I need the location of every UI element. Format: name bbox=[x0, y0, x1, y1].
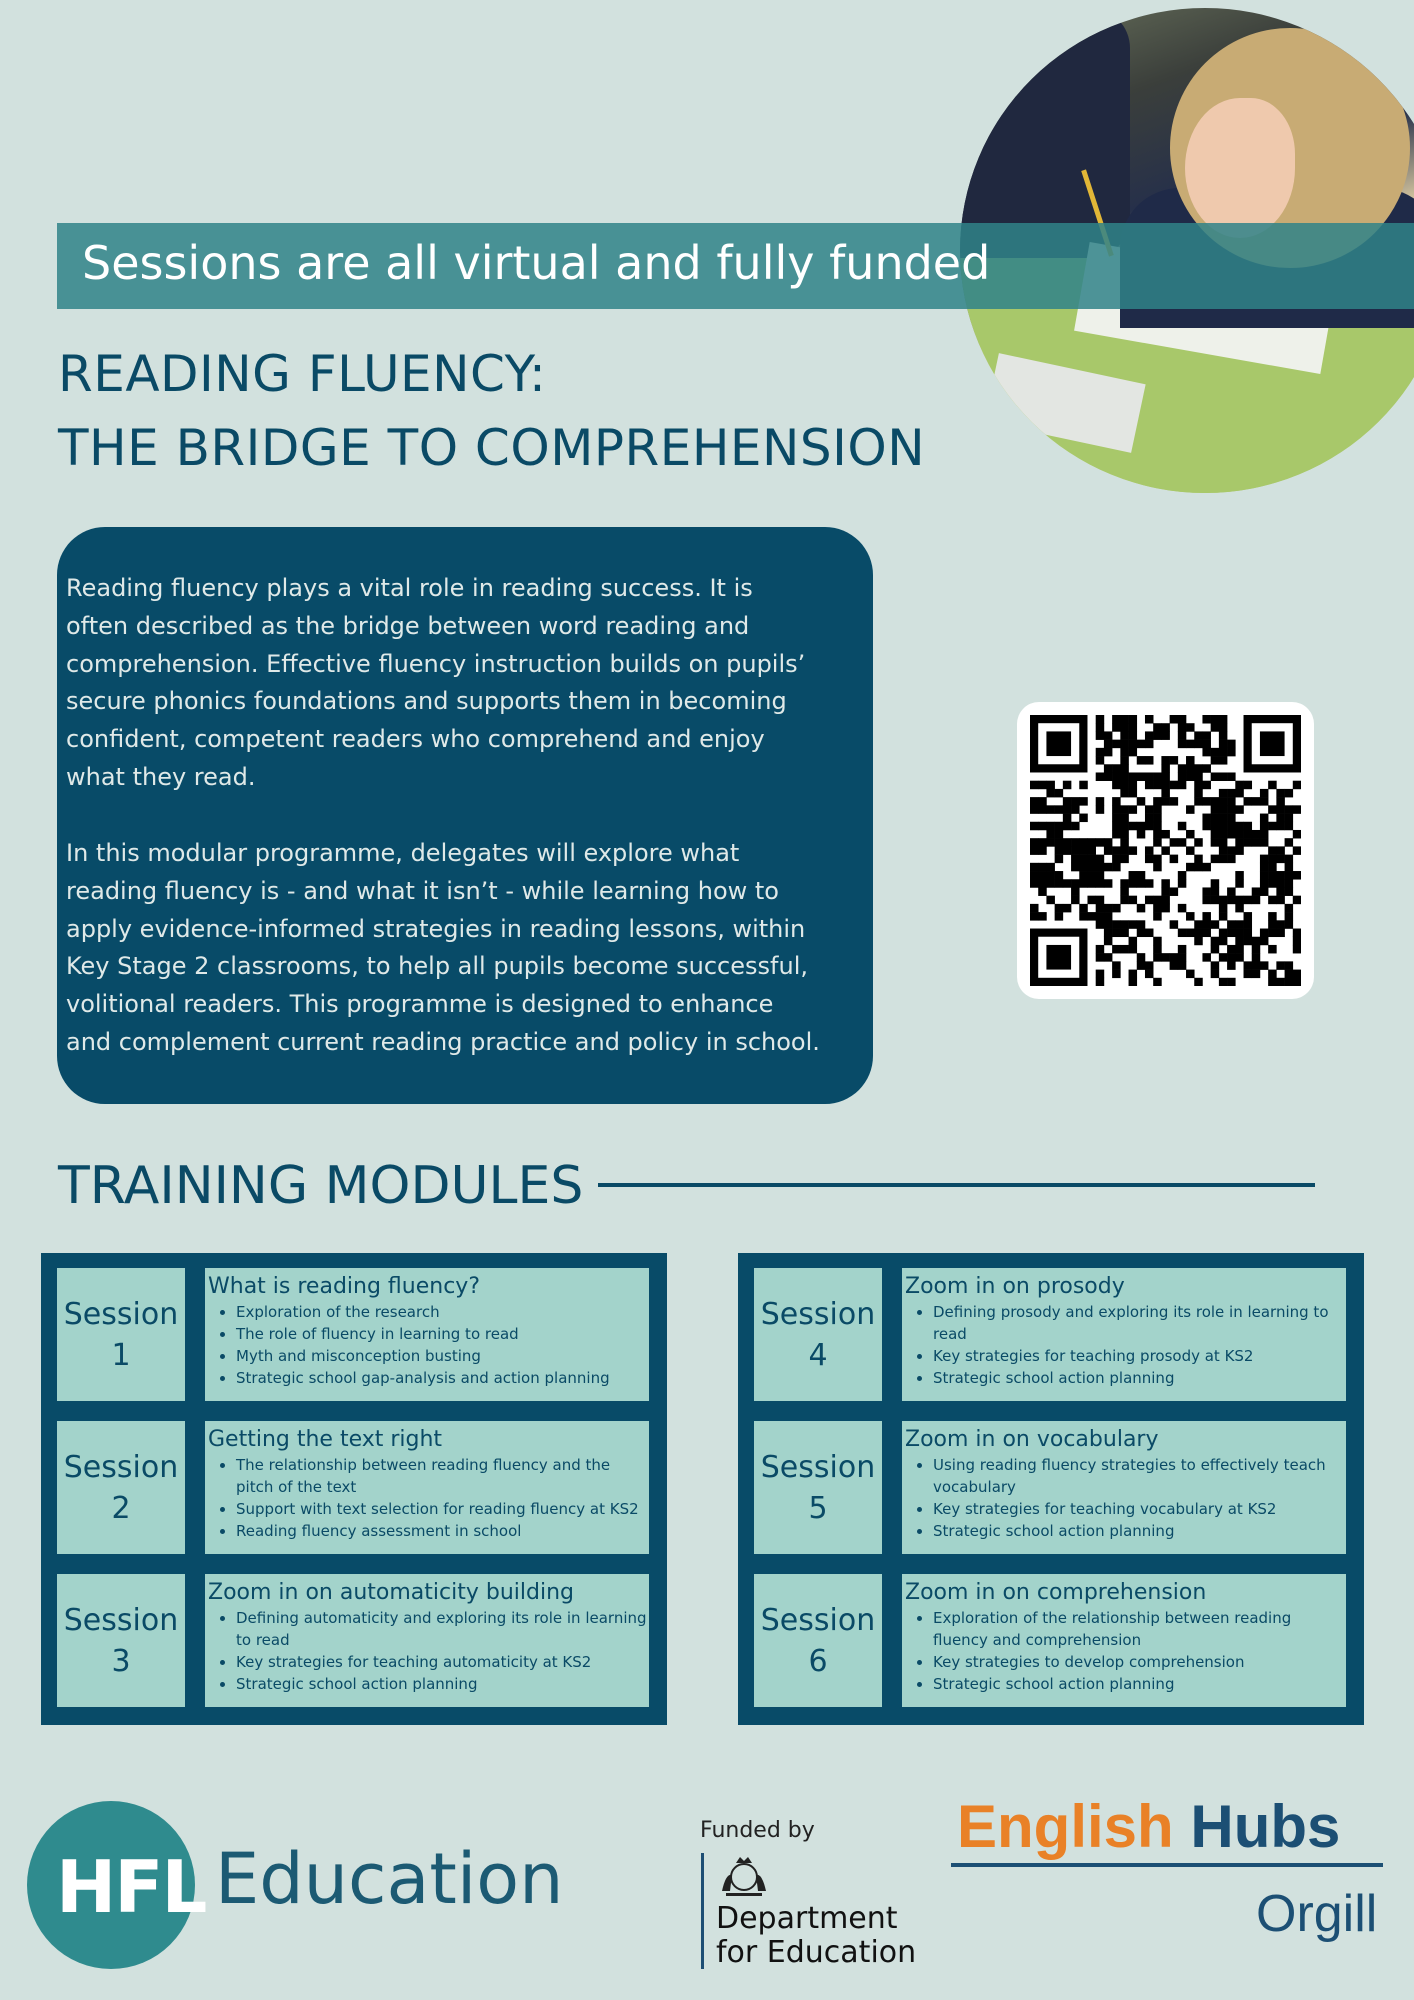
list-item: • Support with text selection for reading fluency at KS2 bbox=[236, 1498, 649, 1520]
list-item: • Defining automaticity and exploring its role in learning to read bbox=[236, 1607, 649, 1651]
list-item: • Strategic school action planning bbox=[236, 1673, 649, 1695]
english-hubs-english: English bbox=[957, 1793, 1174, 1860]
session-title-5: Zoom in on vocabulary bbox=[905, 1427, 1159, 1452]
qr-code[interactable] bbox=[1017, 702, 1314, 999]
intro-box bbox=[57, 527, 873, 1104]
english-hubs-hubs: Hubs bbox=[1190, 1793, 1341, 1860]
banner-text: Sessions are all virtual and fully funded bbox=[82, 236, 991, 290]
session-title-2: Getting the text right bbox=[208, 1427, 443, 1452]
orgill-text: Orgill bbox=[1256, 1885, 1378, 1943]
session-label-4: Session 4 bbox=[754, 1268, 882, 1401]
session-card-1 bbox=[205, 1268, 649, 1401]
list-item: • Strategic school gap-analysis and action planning bbox=[236, 1367, 649, 1389]
english-hubs-underline bbox=[951, 1863, 1383, 1867]
english-hubs-logo bbox=[957, 1792, 1340, 1861]
list-item: • Key strategies to develop comprehension bbox=[933, 1651, 1346, 1673]
session-label-5: Session 5 bbox=[754, 1421, 882, 1554]
list-item: • Myth and misconception busting bbox=[236, 1345, 649, 1367]
session-label-2: Session 2 bbox=[57, 1421, 185, 1554]
session-title-4: Zoom in on prosody bbox=[905, 1274, 1125, 1299]
list-item: • Reading fluency assessment in school bbox=[236, 1520, 649, 1542]
session-title-1: What is reading fluency? bbox=[208, 1274, 480, 1299]
session-title-6: Zoom in on comprehension bbox=[905, 1580, 1207, 1605]
list-item: • Key strategies for teaching vocabulary at KS2 bbox=[933, 1498, 1346, 1520]
session-label-3: Session 3 bbox=[57, 1574, 185, 1707]
list-item: • The role of fluency in learning to read bbox=[236, 1323, 649, 1345]
dfe-text-line1: Department bbox=[716, 1901, 898, 1936]
list-item: • Exploration of the research bbox=[236, 1301, 649, 1323]
session-label-6: Session 6 bbox=[754, 1574, 882, 1707]
dfe-text-line2: for Education bbox=[716, 1935, 917, 1970]
session-card-3 bbox=[205, 1574, 649, 1707]
list-item: • Using reading fluency strategies to effectively teach vocabulary bbox=[933, 1454, 1346, 1498]
list-item: • Exploration of the relationship between reading fluency and comprehension bbox=[933, 1607, 1346, 1651]
hfl-education-text: Education bbox=[215, 1838, 564, 1920]
list-item: • Defining prosody and exploring its role in learning to read bbox=[933, 1301, 1346, 1345]
training-modules-heading: TRAINING MODULES bbox=[58, 1156, 584, 1216]
list-item: • Key strategies for teaching prosody at KS2 bbox=[933, 1345, 1346, 1367]
list-item: • The relationship between reading fluency and the pitch of the text bbox=[236, 1454, 649, 1498]
session-card-4 bbox=[902, 1268, 1346, 1401]
list-item: • Strategic school action planning bbox=[933, 1367, 1346, 1389]
list-item: • Strategic school action planning bbox=[933, 1673, 1346, 1695]
intro-paragraph-2: In this modular programme, delegates will explore what reading fluency is - and what it isn’t - while learning how to apply evidence-informed strategies in reading lessons, within Key Stage 2 classrooms, to help all pupils become successful, volitional readers. This programme is designed to enhance and complement current reading practice and policy in school. bbox=[66, 839, 820, 1056]
page-title-line1: READING FLUENCY: bbox=[58, 345, 547, 403]
list-item: • Key strategies for teaching automaticity at KS2 bbox=[236, 1651, 649, 1673]
list-item: • Strategic school action planning bbox=[933, 1520, 1346, 1542]
intro-paragraph-1: Reading fluency plays a vital role in reading success. It is often described as the bridge between word reading and comprehension. Effective fluency instruction builds on pupils’ secure phonics foundations and supports them in becoming confident, competent readers who comprehend and enjoy what they read. bbox=[66, 574, 806, 791]
modules-panel-left bbox=[41, 1253, 667, 1725]
session-label-1: Session 1 bbox=[57, 1268, 185, 1401]
page-title-line2: THE BRIDGE TO COMPREHENSION bbox=[58, 419, 926, 477]
session-card-6 bbox=[902, 1574, 1346, 1707]
funded-by-label: Funded by bbox=[700, 1818, 815, 1843]
modules-panel-right bbox=[738, 1253, 1364, 1725]
hfl-logo-text: HFL bbox=[56, 1845, 206, 1929]
session-card-5 bbox=[902, 1421, 1346, 1554]
session-title-3: Zoom in on automaticity building bbox=[208, 1580, 574, 1605]
heading-divider bbox=[598, 1183, 1315, 1187]
royal-crest-icon bbox=[716, 1853, 772, 1899]
dfe-divider bbox=[701, 1853, 704, 1969]
session-card-2 bbox=[205, 1421, 649, 1554]
qr-code-icon bbox=[1030, 715, 1301, 986]
